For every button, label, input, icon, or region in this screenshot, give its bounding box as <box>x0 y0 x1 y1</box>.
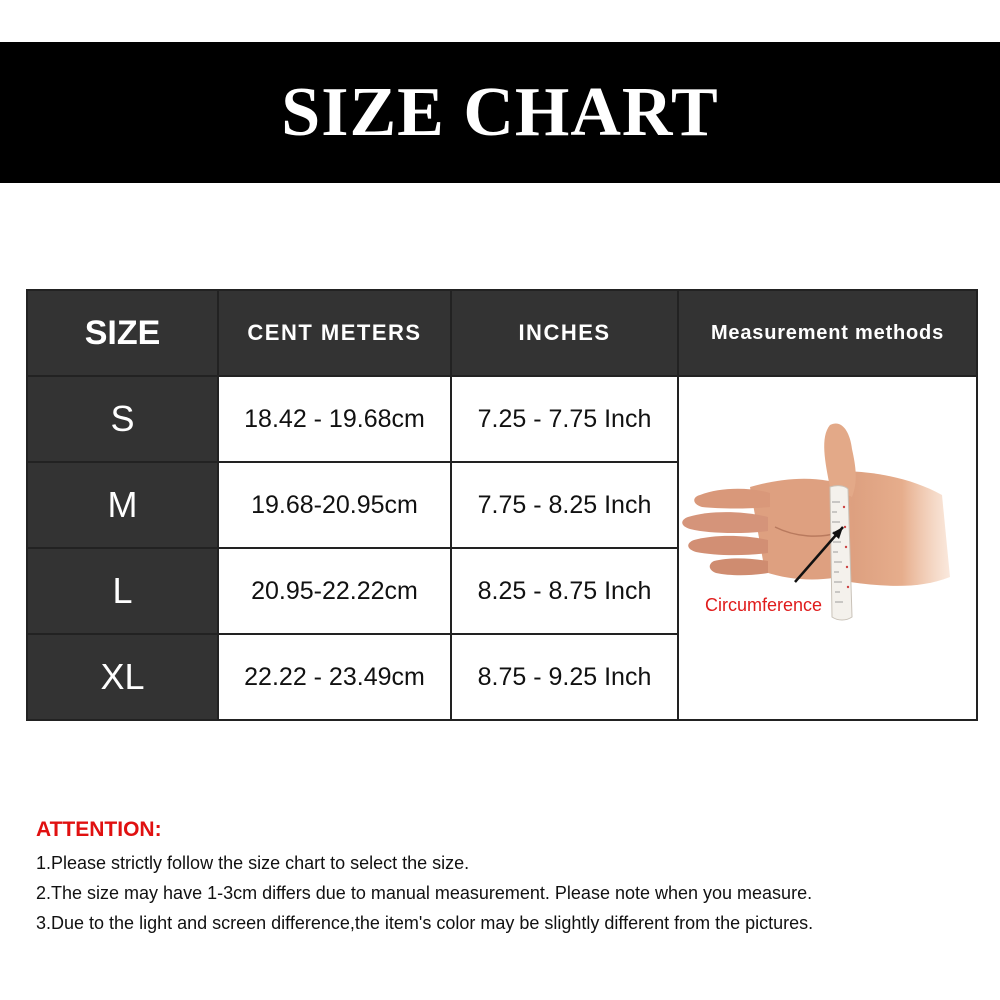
size-table <box>26 289 978 721</box>
hand-measurement-illustration <box>679 377 976 719</box>
table-header-row <box>27 290 977 376</box>
inches-cell: 7.25 - 7.75 Inch <box>451 376 678 462</box>
inches-cell: 8.25 - 8.75 Inch <box>451 548 678 634</box>
size-cell: M <box>27 462 218 548</box>
inches-cell: 7.75 - 8.25 Inch <box>451 462 678 548</box>
size-cell: L <box>27 548 218 634</box>
header-inches: INCHES <box>451 290 678 376</box>
header-centimeters: CENT METERS <box>218 290 451 376</box>
table-row <box>27 376 977 462</box>
page-title: SIZE CHART <box>281 73 719 151</box>
header-size: SIZE <box>27 290 218 376</box>
attention-heading: ATTENTION: <box>36 818 162 841</box>
centimeters-cell: 19.68-20.95cm <box>218 462 451 548</box>
centimeters-cell: 22.22 - 23.49cm <box>218 634 451 720</box>
size-cell: S <box>27 376 218 462</box>
circumference-label: Circumference <box>705 595 823 615</box>
inches-cell: 8.75 - 9.25 Inch <box>451 634 678 720</box>
note-line: 2.The size may have 1-3cm differs due to manual measurement. Please note when you measure. <box>36 883 813 903</box>
centimeters-cell: 20.95-22.22cm <box>218 548 451 634</box>
centimeters-cell: 18.42 - 19.68cm <box>218 376 451 462</box>
title-banner <box>0 42 1000 183</box>
attention-notes <box>36 818 976 938</box>
header-measurement-methods: Measurement methods <box>678 290 977 376</box>
size-cell: XL <box>27 634 218 720</box>
hand-with-tape-icon <box>680 377 976 717</box>
note-line: 1.Please strictly follow the size chart to select the size. <box>36 853 470 873</box>
note-line: 3.Due to the light and screen difference,the item's color may be slightly different from the pictures. <box>36 913 814 933</box>
measurement-method-cell <box>678 376 977 720</box>
